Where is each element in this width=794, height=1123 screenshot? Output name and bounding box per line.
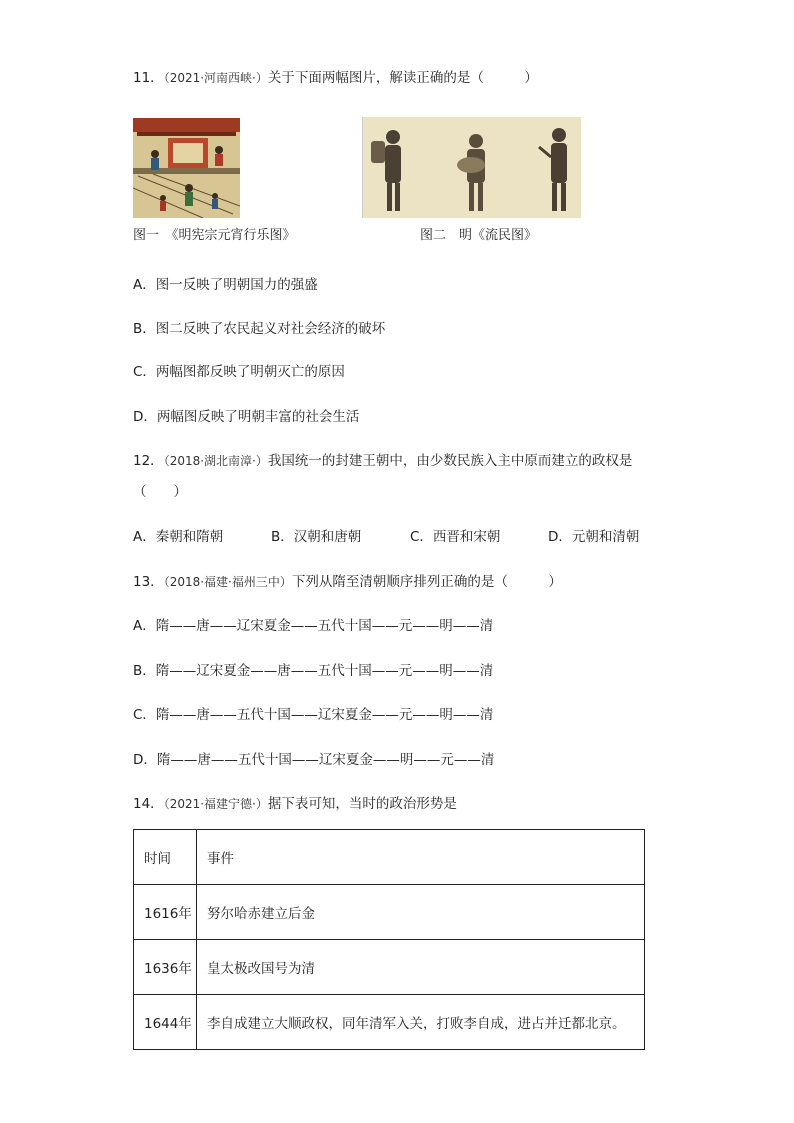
question-number: 11． — [133, 70, 164, 86]
option-a: A．图一反映了明朝国力的强盛 — [133, 277, 318, 293]
painting-liumin-image — [362, 117, 581, 218]
table-header-time: 时间 — [134, 830, 197, 885]
option-d: D．隋——唐——五代十国——辽宋夏金——明——元——清 — [133, 752, 495, 768]
table-row — [134, 940, 645, 995]
option-c: C．西晋和宋朝 — [410, 529, 501, 545]
question-text: 关于下面两幅图片，解读正确的是（ ） — [267, 70, 538, 86]
option-b: B．汉朝和唐朝 — [271, 529, 362, 545]
table-cell-year: 1636年 — [134, 940, 197, 995]
figure-2-caption: 图二 明《流民图》 — [420, 228, 538, 243]
table-header-row — [134, 830, 645, 885]
question-text: 我国统一的封建王朝中，由少数民族入主中原而建立的政权是 — [267, 453, 633, 469]
option-d: D．两幅图反映了明朝丰富的社会生活 — [133, 409, 360, 425]
question-13-stem — [133, 570, 562, 590]
question-number: 13． — [133, 574, 164, 590]
table-cell-event: 皇太极改国号为清 — [197, 940, 645, 995]
option-a: A．隋——唐——辽宋夏金——五代十国——元——明——清 — [133, 618, 494, 634]
question-source: （2018·福建·福州三中） — [163, 575, 292, 589]
option-d: D．元朝和清朝 — [548, 529, 640, 545]
question-12-bracket: （ ） — [133, 484, 187, 500]
question-number: 12． — [133, 453, 164, 469]
option-c: C．两幅图都反映了明朝灭亡的原因 — [133, 364, 345, 380]
question-text: 据下表可知，当时的政治形势是 — [267, 796, 457, 812]
option-a: A．秦朝和隋朝 — [133, 529, 224, 545]
table-header-event: 事件 — [197, 830, 645, 885]
question-number: 14． — [133, 796, 164, 812]
question-14-stem — [133, 792, 457, 812]
table-row — [134, 995, 645, 1050]
table-cell-year: 1616年 — [134, 885, 197, 940]
question-text: 下列从隋至清朝顺序排列正确的是（ ） — [291, 574, 562, 590]
question-12-stem — [133, 449, 632, 469]
option-c: C．隋——唐——五代十国——辽宋夏金——元——明——清 — [133, 707, 494, 723]
figure-1-caption: 图一 《明宪宗元宵行乐图》 — [133, 228, 296, 243]
events-table — [133, 829, 645, 1050]
question-11-stem — [133, 66, 538, 86]
table-row — [134, 885, 645, 940]
table-cell-year: 1644年 — [134, 995, 197, 1050]
question-source: （2018·湖北南漳·） — [163, 454, 268, 468]
question-source: （2021·福建宁德·） — [163, 797, 268, 811]
table-cell-event: 李自成建立大顺政权，同年清军入关，打败李自成，进占并迁都北京。 — [197, 995, 645, 1050]
option-b: B．图二反映了农民起义对社会经济的破坏 — [133, 321, 386, 337]
painting-yuanxiao-image — [133, 118, 240, 218]
question-source: （2021·河南西峡·） — [163, 71, 268, 85]
option-b: B．隋——辽宋夏金——唐——五代十国——元——明——清 — [133, 663, 494, 679]
table-cell-event: 努尔哈赤建立后金 — [197, 885, 645, 940]
